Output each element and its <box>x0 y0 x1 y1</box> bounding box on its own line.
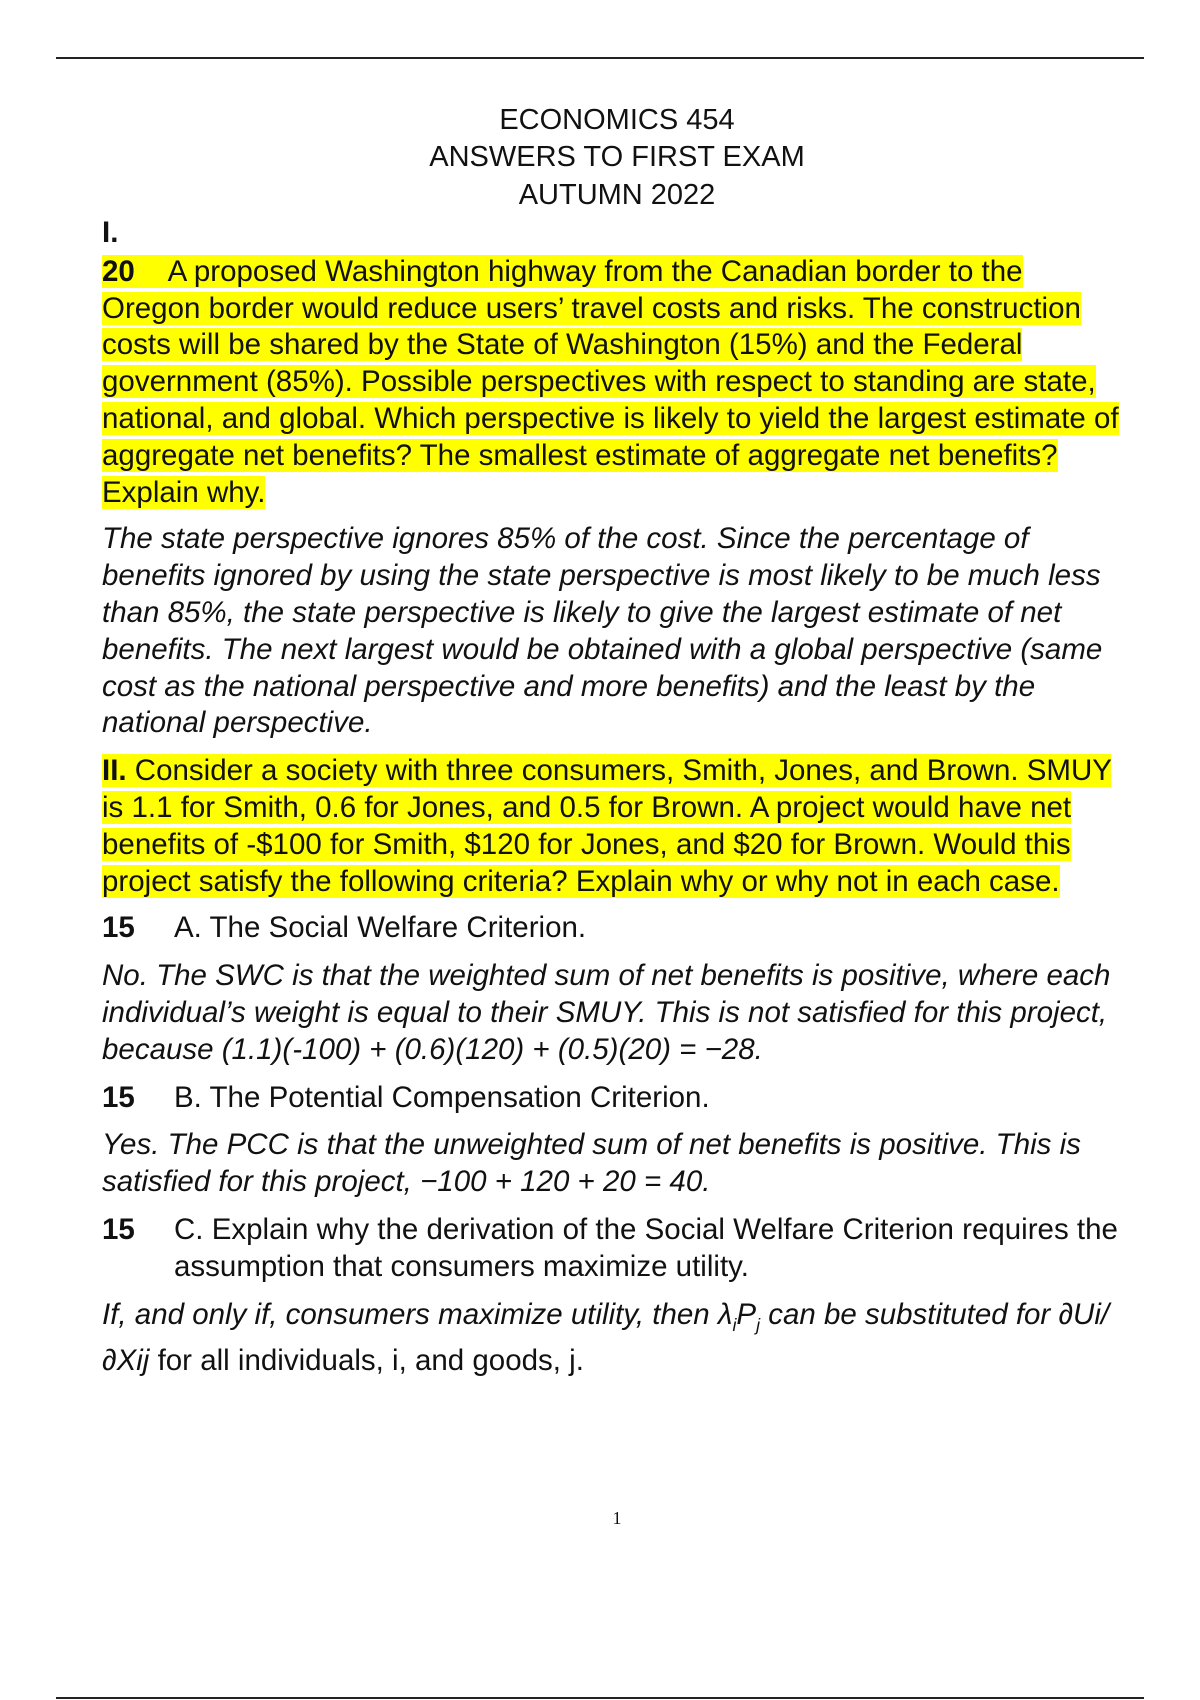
section-2-label: II. <box>102 754 127 788</box>
page-number: 1 <box>612 1508 622 1528</box>
part-c <box>102 1212 1127 1286</box>
bottom-rule <box>56 1697 1144 1699</box>
answer-c-sub-j: j <box>756 1314 760 1335</box>
exam-title: ANSWERS TO FIRST EXAM <box>429 141 805 173</box>
answer-c-end: for all individuals, i, and goods, j. <box>149 1344 584 1378</box>
part-c-question: C. Explain why the derivation of the Social Welfare Criterion requires the assumption that consumers maximize utility. <box>174 1212 1118 1283</box>
answer-c-sub-i: i <box>732 1314 737 1335</box>
part-a-question: A. The Social Welfare Criterion. <box>174 911 587 945</box>
question-1 <box>102 254 1127 512</box>
part-b <box>102 1080 1127 1117</box>
exam-content <box>102 215 1127 1391</box>
course-title: ECONOMICS 454 <box>499 104 735 136</box>
question-1-text: A proposed Washington highway from the Canadian border to the Oregon border would reduce users’ travel costs and risks. The construction costs will be shared by the State of Washington (15%) and the Federal government (85%). Possible perspectives with respect to standing are state, national, and global. Which perspective is likely to yield the largest estimate of aggregate net benefits? The smallest estimate of aggregate net benefits? Explain why. <box>102 254 1119 509</box>
section-1-label: I. <box>102 216 119 249</box>
answer-b: Yes. The PCC is that the unweighted sum of net benefits is positive. This is satisfied for this project, −100 + 120 + 20 = 40. <box>102 1128 1081 1199</box>
answer-c-p: P <box>736 1297 757 1331</box>
term-title: AUTUMN 2022 <box>518 179 716 211</box>
answer-c-lead: If, and only if, consumers maximize utility, then λ <box>102 1297 733 1331</box>
question-1-points: 20 <box>102 254 135 288</box>
part-a-points: 15 <box>102 911 135 945</box>
question-2-highlight <box>102 754 1111 897</box>
part-c-points: 15 <box>102 1212 135 1246</box>
answer-a: No. The SWC is that the weighted sum of net benefits is positive, where each individual’s weight is equal to their SMUY. This is not satisfied for this project, because (1.1)(-100) + (0.6)(120) + (0.5)(20) = −28. <box>102 959 1111 1066</box>
answer-c <box>102 1297 1127 1380</box>
part-a <box>102 910 1127 947</box>
part-b-points: 15 <box>102 1080 135 1114</box>
question-2 <box>102 753 1127 900</box>
question-1-highlight <box>102 255 1119 509</box>
answer-1: The state perspective ignores 85% of the cost. Since the percentage of benefits ignored by using the state perspective is most likely to be much less than 85%, the state perspective is likely to give the largest estimate of net benefits. The next largest would be obtained with a global perspective (same cost as the national perspective and more benefits) and the least by the national perspective. <box>102 522 1103 740</box>
question-2-text: Consider a society with three consumers, Smith, Jones, and Brown. SMUY is 1.1 for Smith, 0.6 for Jones, and 0.5 for Brown. A project would have net benefits of -$100 for Smith, $120 for Jones, and $20 for Brown. Would this project satisfy the following criteria? Explain why or why not in each case. <box>102 754 1112 898</box>
top-rule <box>56 57 1144 59</box>
answer-c-mid: can be substituted for ∂Ui/∂Xij <box>102 1297 1110 1378</box>
part-b-question: B. The Potential Compensation Criterion. <box>174 1080 710 1114</box>
